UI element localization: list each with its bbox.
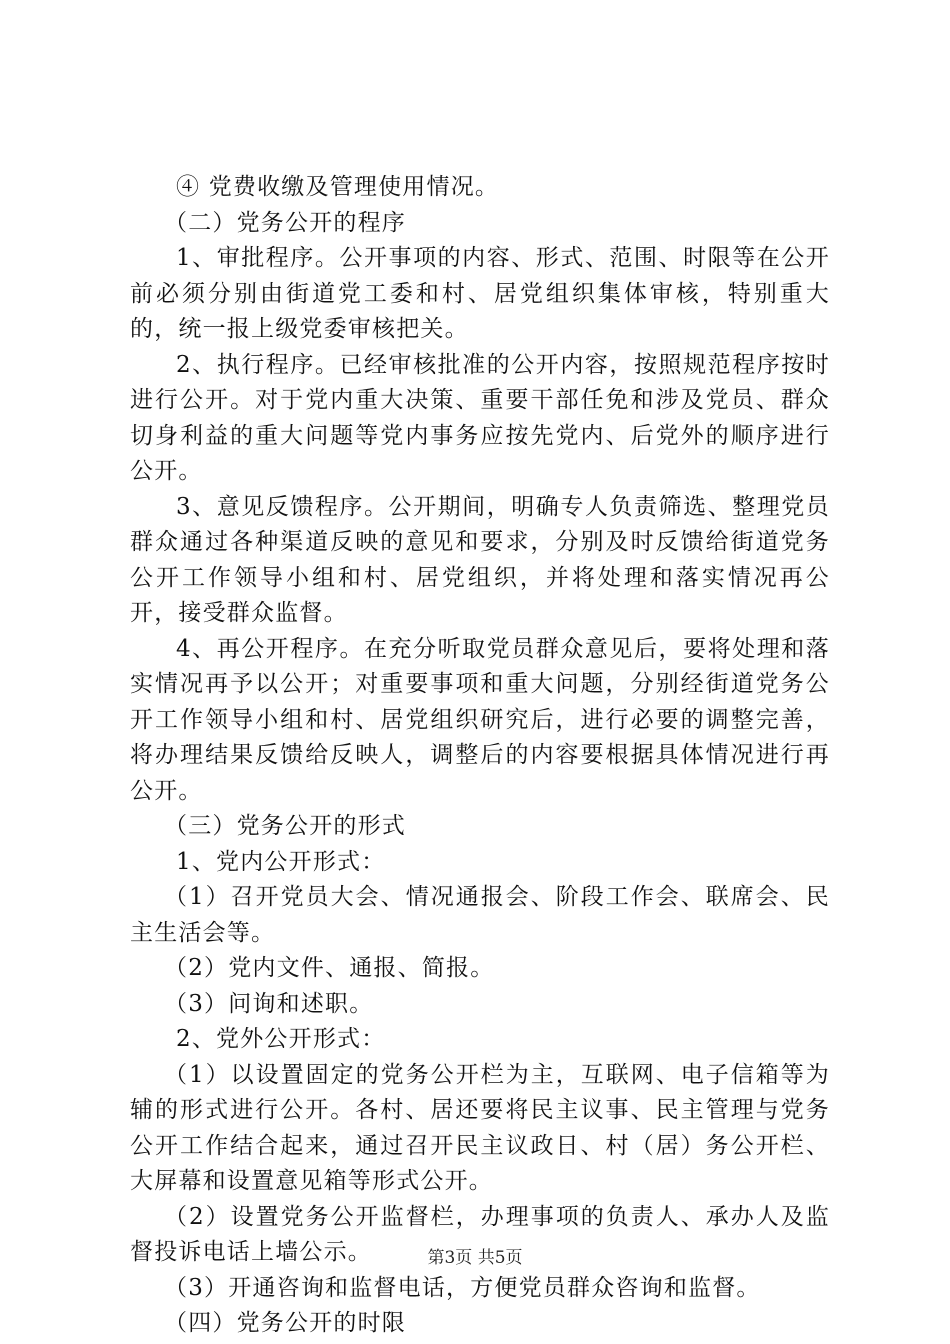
- paragraph-external-3: （3）开通咨询和监督电话，方便党员群众咨询和监督。: [164, 1274, 761, 1301]
- paragraph-external-1: （1）以设置固定的党务公开栏为主，互联网、电子信箱等为辅的形式进行公开。各村、居还要将民主议事、民主管理与党务公开工作结合起来，通过召开民主议政日、村（居）务公开栏、大屏幕和设置意见箱等形式公开。: [130, 1061, 830, 1194]
- paragraph-feedback: 3、意见反馈程序。公开期间，明确专人负责筛选、整理党员群众通过各种渠道反映的意见和要求，分别及时反馈给街道党务公开工作领导小组和村、居党组织，并将处理和落实情况再公开，接受群众监督。: [130, 493, 830, 626]
- paragraph-internal-3: （3）问询和述职。: [164, 990, 374, 1017]
- paragraph-internal-2: （2）党内文件、通报、简报。: [164, 955, 495, 981]
- paragraph-external-form: 2、党外公开形式：: [176, 1026, 386, 1052]
- section-heading-form: （三）党务公开的形式: [164, 813, 406, 839]
- document-body: [130, 170, 830, 1342]
- paragraph-execution: 2、执行程序。已经审核批准的公开内容，按照规范程序按时进行公开。对于党内重大决策、重要干部任免和涉及党员、群众切身利益的重大问题等党内事务应按先党内、后党外的顺序进行公开。: [130, 351, 830, 484]
- paragraph-republish: 4、再公开程序。在充分听取党员群众意见后，要将处理和落实情况再予以公开；对重要事项和重大问题，分别经街道党务公开工作领导小组和村、居党组织研究后，进行必要的调整完善，将办理结果反馈给反映人，调整后的内容要根据具体情况进行再公开。: [130, 635, 830, 804]
- paragraph-approval: 1、审批程序。公开事项的内容、形式、范围、时限等在公开前必须分别由街道党工委和村、居党组织集体审核，特别重大的，统一报上级党委审核把关。: [130, 245, 830, 342]
- paragraph-external-2: （2）设置党务公开监督栏，办理事项的负责人、承办人及监督投诉电话上墙公示。: [130, 1203, 830, 1265]
- paragraph-internal-form: 1、党内公开形式：: [176, 848, 386, 875]
- paragraph-internal-1: （1）召开党员大会、情况通报会、阶段工作会、联席会、民主生活会等。: [130, 884, 830, 946]
- page-number-footer: 第3页 共5页: [427, 1248, 523, 1268]
- section-heading-timelimit: （四）党务公开的时限: [164, 1310, 406, 1336]
- section-heading-procedure: （二）党务公开的程序: [164, 209, 406, 236]
- paragraph-1: ④ 党费收缴及管理使用情况。: [176, 174, 500, 200]
